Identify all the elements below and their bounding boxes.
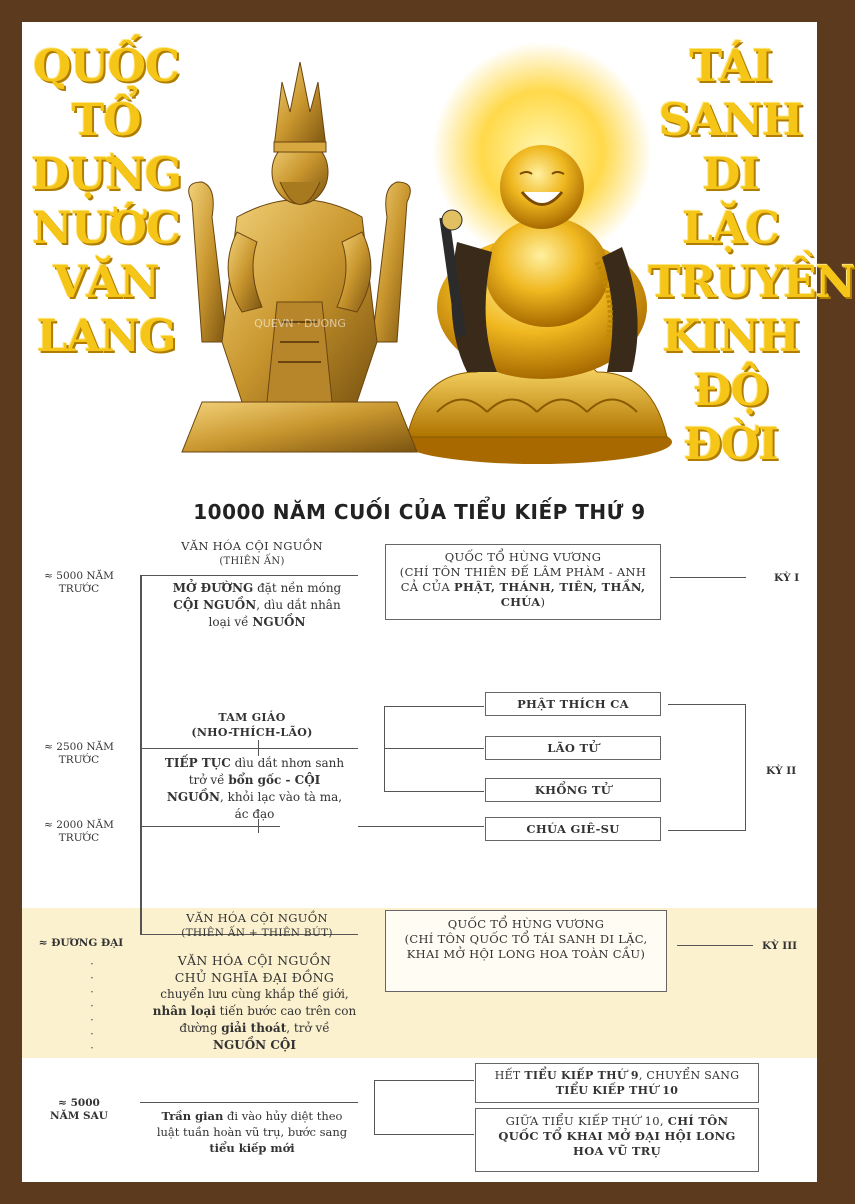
box-subtitle bbox=[386, 565, 660, 610]
bracket-line bbox=[384, 706, 484, 707]
section3-body-text: tiến bước cao trên con đường bbox=[179, 1004, 357, 1035]
era-label-2000-before: ≈ 2000 NĂM TRƯỚC bbox=[44, 819, 114, 844]
item-jesus: CHÚA GIÊ-SU bbox=[485, 817, 661, 841]
box-subtitle-text: (CHÍ TÔN THIÊN ĐẾ LÂM PHÀM - ANH CẢ CỦA bbox=[399, 565, 647, 594]
chart-title: 10000 NĂM CUỐI CỦA TIỂU KIẾP THỨ 9 bbox=[193, 500, 646, 524]
section1-body-strong: NGUỒN bbox=[252, 615, 306, 629]
right-slogan-line: SANH bbox=[658, 95, 803, 146]
hung-vuong-box bbox=[385, 544, 661, 620]
section3-heading bbox=[147, 911, 367, 941]
right-slogan-line: TÁI bbox=[689, 41, 772, 92]
box-strong: CHÍ TÔN QUỐC TỔ KHAI MỞ ĐẠI HỘI LONG HOA VŨ TRỤ bbox=[498, 1114, 736, 1158]
timeline-axis bbox=[140, 575, 142, 935]
bracket-line bbox=[374, 1080, 474, 1081]
section3-heading-line: VĂN HÓA CỘI NGUỒN bbox=[186, 911, 328, 925]
maitreya-statue-image bbox=[382, 42, 672, 472]
section2-body-text: dìu dắt nhơn sanh trở về bbox=[188, 756, 345, 787]
left-slogan-line: NƯỚC bbox=[32, 203, 180, 254]
box-strong: TIỂU KIẾP THỨ 9 bbox=[524, 1069, 639, 1082]
poster bbox=[22, 22, 855, 1182]
box-text: , CHUYỂN SANG bbox=[638, 1069, 740, 1082]
section1-body-strong: CỘI NGUỒN bbox=[173, 598, 257, 612]
box-subtitle-strong: PHẬT, THÁNH, TIÊN, THẦN, CHÚA bbox=[454, 580, 646, 609]
section3-body-heading: CHỦ NGHĨA ĐẠI ĐỒNG bbox=[174, 970, 335, 985]
bracket-line bbox=[374, 1134, 474, 1135]
section4-body-strong: Trần gian bbox=[161, 1109, 224, 1123]
section3-body-strong: nhân loại bbox=[152, 1004, 216, 1018]
item-confucius: KHỔNG TỬ bbox=[485, 778, 661, 802]
king-hung-statue-image bbox=[182, 42, 417, 472]
section1-heading bbox=[152, 539, 352, 569]
watermark-text: QUEVN · DUONG bbox=[254, 317, 346, 330]
left-slogan-line: TỔ bbox=[71, 95, 141, 146]
box-title: QUỐC TỔ HÙNG VƯƠNG bbox=[444, 550, 602, 564]
section4-body-text: đi vào hủy diệt theo luật tuần hoàn vũ trụ, bước sang bbox=[156, 1109, 348, 1139]
section2-heading-line: TAM GIÁO bbox=[218, 711, 286, 724]
section4-body bbox=[152, 1108, 352, 1156]
era-label-5000-after: ≈ 5000 NĂM SAU bbox=[50, 1097, 108, 1122]
bracket-line bbox=[384, 706, 385, 792]
box-subtitle: (CHÍ TÔN QUỐC TỔ TÁI SANH DI LẶC, KHAI MỞ HỘI LONG HOA TOÀN CẦU) bbox=[404, 932, 648, 961]
right-slogan-line: KINH bbox=[662, 311, 799, 362]
bracket-line bbox=[384, 791, 484, 792]
section1-body-text: đặt nền móng bbox=[253, 581, 342, 595]
period-label-3: KỲ III bbox=[762, 940, 798, 952]
box-title: QUỐC TỔ HÙNG VƯƠNG bbox=[447, 917, 605, 931]
left-slogan-line: DỰNG bbox=[30, 149, 182, 200]
section3-body-text: , trở về bbox=[286, 1021, 330, 1035]
section4-body-strong: tiểu kiếp mới bbox=[209, 1141, 295, 1155]
section2-body bbox=[162, 755, 347, 823]
connector-line bbox=[677, 945, 753, 946]
left-slogan-line: LANG bbox=[36, 311, 176, 362]
left-slogan-line: VĂN bbox=[53, 257, 159, 308]
section3-heading-sub: (THIÊN ẤN + THIÊN BÚT) bbox=[181, 927, 333, 939]
era-label-present: ≈ ĐƯƠNG ĐẠI bbox=[38, 937, 124, 949]
hero-section bbox=[22, 22, 855, 484]
box-text: HẾT bbox=[494, 1069, 525, 1082]
timeline-tick bbox=[140, 826, 280, 827]
right-slogan-line: TRUYỀN bbox=[648, 257, 855, 308]
timeline-dots: · · · · · · · bbox=[90, 957, 94, 1055]
section1-body-strong: MỞ ĐƯỜNG bbox=[172, 581, 254, 595]
period-label-1: KỲ I bbox=[774, 572, 800, 584]
section1-body-text: , dìu dắt nhân loại về bbox=[208, 598, 341, 629]
long-hoa-universe-box bbox=[475, 1108, 759, 1172]
connector-line bbox=[670, 577, 746, 578]
box-text: GIỮA TIỂU KIẾP THỨ 10, bbox=[505, 1114, 668, 1128]
section2-body-strong: TIẾP TỤC bbox=[164, 756, 231, 770]
section2-body-text: , khỏi lạc vào tà ma, ác đạo bbox=[219, 790, 343, 821]
section3-body-strong: NGUỒN CỘI bbox=[213, 1038, 296, 1052]
section3-body bbox=[152, 952, 357, 1054]
hung-vuong-reborn-box bbox=[385, 910, 667, 992]
left-slogan-line: QUỐC bbox=[32, 41, 180, 92]
section1-heading-sub: (THIÊN ẤN) bbox=[219, 556, 285, 567]
bracket-line bbox=[374, 1080, 375, 1134]
timeline-tick bbox=[140, 1102, 358, 1103]
section1-heading-line: VĂN HÓA CỘI NGUỒN bbox=[181, 539, 323, 553]
section2-heading-sub: (NHO-THÍCH-LÃO) bbox=[191, 726, 313, 739]
left-slogan bbox=[26, 40, 186, 364]
item-lao-tzu: LÃO TỬ bbox=[485, 736, 661, 760]
box-strong: TIỂU KIẾP THỨ 10 bbox=[555, 1084, 679, 1097]
section3-body-heading: VĂN HÓA CỘI NGUỒN bbox=[177, 953, 332, 968]
bracket-line bbox=[668, 704, 746, 705]
right-slogan-line: ĐỘ ĐỜI bbox=[683, 365, 778, 470]
bracket-line bbox=[384, 748, 484, 749]
timeline-tick bbox=[140, 575, 358, 576]
timeline-tick bbox=[140, 748, 358, 749]
bracket-line bbox=[745, 704, 746, 831]
period-label-2: KỲ II bbox=[766, 765, 797, 777]
section2-body-strong: bổn gốc - CỘI NGUỒN bbox=[166, 773, 321, 804]
bracket-line bbox=[358, 826, 484, 827]
section1-body bbox=[162, 580, 352, 631]
timeline-tick bbox=[258, 740, 259, 756]
era-label-5000-before: ≈ 5000 NĂM TRƯỚC bbox=[44, 570, 114, 595]
section2-heading bbox=[162, 710, 342, 740]
section3-body-strong: giải thoát bbox=[221, 1021, 287, 1035]
right-slogan bbox=[648, 40, 855, 472]
bracket-line bbox=[668, 830, 746, 831]
era-label-2500-before: ≈ 2500 NĂM TRƯỚC bbox=[44, 741, 114, 766]
right-slogan-line: DI LẶC bbox=[681, 149, 780, 254]
box-subtitle-text: ) bbox=[540, 595, 546, 609]
section3-body-text: chuyển lưu cùng khắp thế giới, bbox=[160, 987, 349, 1001]
end-kalpa-box bbox=[475, 1063, 759, 1103]
item-buddha: PHẬT THÍCH CA bbox=[485, 692, 661, 716]
